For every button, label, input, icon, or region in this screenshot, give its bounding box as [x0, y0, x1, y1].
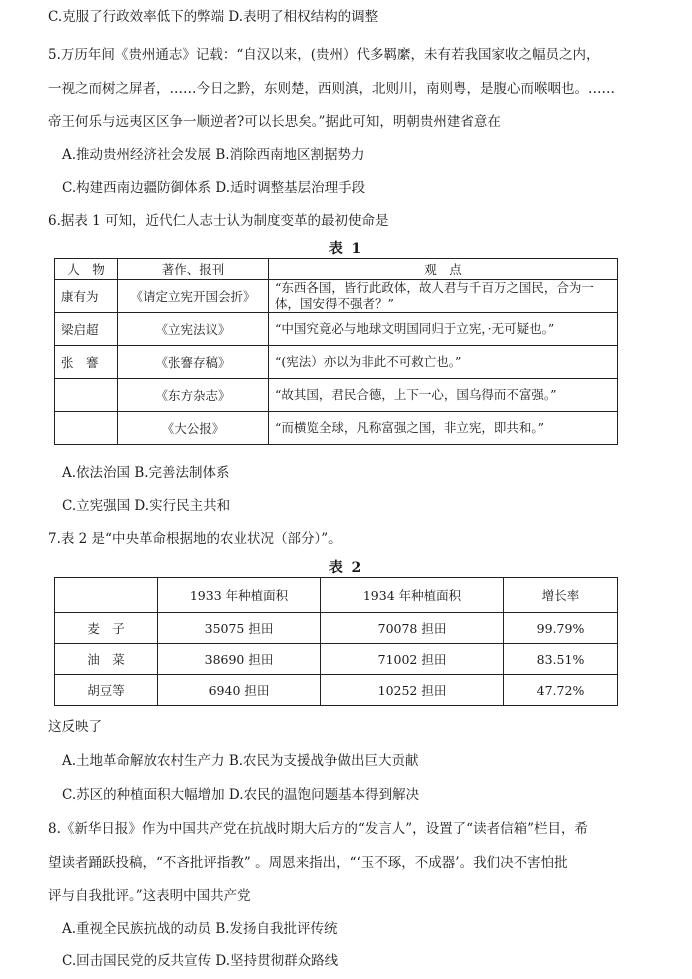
table-cell-1934: 71002 担田	[321, 644, 504, 675]
table-cell-work: 《张謇存稿》	[118, 346, 269, 379]
question-8-stem-line-1: 8.《新华日报》作为中国共产党在抗战时期大后方的“发言人”，设置了“读者信箱”栏目，希	[48, 821, 588, 837]
table-row	[55, 313, 618, 346]
table-2-header-row	[55, 578, 618, 613]
table-row	[55, 412, 618, 445]
table-1-header-cell: 著作、报刊	[118, 259, 269, 280]
table-cell-view: “故其国，君民合德，上下一心，国乌得而不富强。”	[269, 379, 618, 412]
table-cell-view: “而横览全球，凡称富强之国，非立宪，即共和。”	[269, 412, 618, 445]
table-cell-person	[55, 379, 118, 412]
table-2-header-cell: 1933 年种植面积	[158, 578, 321, 613]
table-1-header-cell: 人 物	[55, 259, 118, 280]
table-cell-crop: 油 菜	[55, 644, 158, 675]
table-row	[55, 613, 618, 644]
table-cell-growth: 83.51%	[504, 644, 618, 675]
table-cell-work: 《东方杂志》	[118, 379, 269, 412]
table-1-header-row	[55, 259, 618, 280]
question-8-options-cd: C.回击国民党的反共宣传 D.坚持贯彻群众路线	[62, 953, 339, 969]
question-6-options-ab: A.依法治国 B.完善法制体系	[62, 465, 230, 481]
table-cell-work: 《大公报》	[118, 412, 269, 445]
table-cell-1934: 10252 担田	[321, 675, 504, 706]
table-row	[55, 346, 618, 379]
table-2-header-cell: 1934 年种植面积	[321, 578, 504, 613]
table-cell-crop: 麦 子	[55, 613, 158, 644]
question-5-stem-line-1: 5.万历年间《贵州通志》记载：“自汉以来，(贵州）代多羁縻，未有若我国家收之幅员之内，	[48, 47, 600, 63]
table-cell-person: 张 謇	[55, 346, 118, 379]
table-1-caption: 表 1	[328, 241, 364, 257]
question-5-stem-line-3: 帝王何乐与远夷区区争一顺逆者?可以长思矣。”据此可知，明朝贵州建省意在	[48, 114, 501, 130]
question-5-options-cd: C.构建西南边疆防御体系 D.适时调整基层治理手段	[62, 180, 366, 196]
question-5-options-ab: A.推动贵州经济社会发展 B.消除西南地区割据势力	[62, 147, 365, 163]
table-cell-work: 《请定立宪开国会折》	[118, 280, 269, 313]
table-cell-person	[55, 412, 118, 445]
table-1	[54, 258, 618, 445]
question-8-stem-line-2: 望读者踊跃投稿，“不吝批评指教” 。周恩来指出，“‘玉不琢，不成器’。我们决不害怕批	[48, 855, 568, 871]
table-2-header-cell: 增长率	[504, 578, 618, 613]
table-cell-growth: 99.79%	[504, 613, 618, 644]
question-7-options-cd: C.苏区的种植面积大幅增加 D.农民的温饱问题基本得到解决	[62, 787, 420, 803]
table-row	[55, 675, 618, 706]
table-cell-crop: 胡豆等	[55, 675, 158, 706]
table-2-caption: 表 2	[328, 560, 364, 576]
table-cell-growth: 47.72%	[504, 675, 618, 706]
table-cell-view: “(宪法）亦以为非此不可救亡也。”	[269, 346, 618, 379]
table-row	[55, 379, 618, 412]
table-2-header-cell	[55, 578, 158, 613]
question-8-options-ab: A.重视全民族抗战的动员 B.发扬自我批评传统	[62, 921, 338, 937]
table-row	[55, 280, 618, 313]
table-cell-person: 梁启超	[55, 313, 118, 346]
question-5-stem-line-2: 一视之而树之屏者，……今日之黔，东则楚，西则滇，北则川，南则粤，是腹心而喉咽也。……	[48, 81, 615, 97]
table-cell-1933: 6940 担田	[158, 675, 321, 706]
table-1-header-cell: 观 点	[269, 259, 618, 280]
table-row	[55, 644, 618, 675]
table-cell-view: “东西各国，皆行此政体，故人君与千百万之国民，合为一体，国安得不强者？”	[269, 280, 618, 313]
question-6-stem: 6.据表 1 可知，近代仁人志士认为制度变革的最初使命是	[48, 213, 389, 229]
table-2	[54, 577, 618, 706]
table-cell-work: 《立宪法议》	[118, 313, 269, 346]
table-cell-1934: 70078 担田	[321, 613, 504, 644]
table-cell-1933: 35075 担田	[158, 613, 321, 644]
question-6-options-cd: C.立宪强国 D.实行民主共和	[62, 498, 231, 514]
question-7-options-ab: A.土地革命解放农村生产力 B.农民为支援战争做出巨大贡献	[62, 753, 419, 769]
table-cell-view: “中国究竟必与地球文明国同归于立宪，·无可疑也。”	[269, 313, 618, 346]
question-7-stem: 7.表 2 是“中央革命根据地的农业状况（部分）”。	[48, 531, 342, 547]
question-8-stem-line-3: 评与自我批评。”这表明中国共产党	[48, 888, 251, 904]
table-cell-person: 康有为	[55, 280, 118, 313]
table-cell-1933: 38690 担田	[158, 644, 321, 675]
question-7-after-table: 这反映了	[48, 719, 102, 735]
question-4-options-cd: C.克服了行政效率低下的弊端 D.表明了相权结构的调整	[48, 9, 379, 25]
